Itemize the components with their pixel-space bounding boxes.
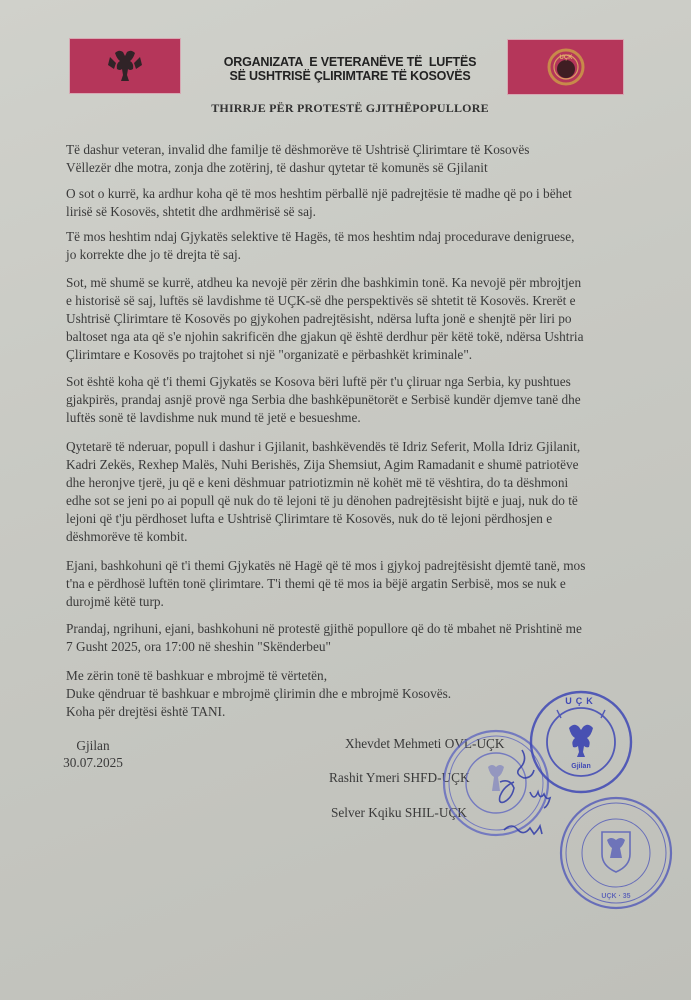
document-title: THIRRJE PËR PROTESTË GJITHËPOPULLORE <box>211 101 489 115</box>
uck-emblem-text: UÇK <box>559 55 573 61</box>
signatory-1: Xhevdet Mehmeti OVL-UÇK <box>345 736 505 751</box>
text-line: dhe heronjve tjerë, ju që e keni dëshmuar patriotizmin në kohët më të vështira, do ta dëshmoni <box>66 475 569 490</box>
paragraph-7 <box>66 620 646 656</box>
text-line: gjakpirës, prandaj asnjë provë nga Serbia dhe bashkëpunëtorët e Serbisë kundër djemve tanë dhe <box>66 392 581 407</box>
text-line: Koha për drejtësi është TANI. <box>66 704 226 719</box>
paragraph-6 <box>66 557 646 611</box>
text-line: Ushtrisë Çlirimtare të Kosovës po gjykohen padrejtësisht, ndërsa lufta jonë e shenjtë për liri po <box>66 311 572 326</box>
text-line: baltoset nga ata që s'e njohin sakrificën dhe gjakun që është derdhur për këtë tokë, ndërsa Ushtria <box>66 329 584 344</box>
text-line: Të dashur veteran, invalid dhe familje të dëshmorëve të Ushtrisë Çlirimtare të Kosovës <box>66 142 530 157</box>
text-line: lejoni që t'ju përdhoset lufta e Ushtrisë Çlirimtare të Kosovës, nuk do të lejoni përdhosjen e <box>66 511 553 526</box>
text-line: e historisë së saj, luftës së lavdishme të UÇK-së dhe perspektivës së shtetit të Kosovës. Krerët e <box>66 293 576 308</box>
text-line: Vëllezër dhe motra, zonja dhe zotërinj, të dashur qytetar të komunës së Gjilanit <box>66 160 488 175</box>
text-line: Sot, më shumë se kurrë, atdheu ka nevojë për zërin dhe bashkimin tonë. Ka nevojë për mbrojtjen <box>66 275 582 290</box>
stamp-gjilan-text: Gjilan <box>571 763 591 770</box>
organization-title <box>170 55 530 83</box>
handwritten-signatures <box>460 740 580 860</box>
date: 30.07.2025 <box>63 755 123 770</box>
text-line: luftës sonë të lavdishme nuk mund të jetë e besueshme. <box>66 410 361 425</box>
signatory-2: Rashit Ymeri SHFD-UÇK <box>329 770 470 785</box>
text-line: Prandaj, ngrihuni, ejani, bashkohuni në protestë gjithë popullore që do të mbahet në Prishtinë me <box>66 621 582 636</box>
paragraph-2 <box>66 228 646 264</box>
eagle-icon <box>607 838 625 858</box>
text-line: Sot është koha që t'i themi Gjykatës se Kosova bëri luftë për t'u çliruar nga Serbia, ky pushtues <box>66 374 571 389</box>
text-line: Ejani, bashkohuni që t'i themi Gjykatës në Hagë që të mos i gjykoj padrejtësisht djemtë tanë, mos <box>66 558 586 573</box>
place: Gjilan <box>76 738 110 753</box>
text-line: Me zërin tonë të bashkuar e mbrojmë të vërtetën, <box>66 668 328 683</box>
text-line: Duke qëndruar të bashkuar e mbrojmë çlirimin dhe e mbrojmë Kosovës. <box>66 686 452 701</box>
text-line: dëshmorëve të kombit. <box>66 529 188 544</box>
text-line: jo korrekte dhe jo të drejta të saj. <box>66 247 242 262</box>
greeting-paragraph <box>66 141 646 177</box>
text-line: t'na e përdhosë luftën tonë çlirimtare. T'i themi që të mos ia bëjë argatin Serbisë, mos se nuk e <box>66 576 566 591</box>
stamp-3-text: UÇK · 35 <box>601 893 631 900</box>
text-line: lirisë së Kosovës, shtetit dhe ardhmërisë së saj. <box>66 204 316 219</box>
text-line: durojmë këtë turp. <box>66 594 164 609</box>
paragraph-3 <box>66 274 646 364</box>
text-line: Të mos heshtim ndaj Gjykatës selektive të Hagës, të mos heshtim ndaj procedurave denigruese, <box>66 229 575 244</box>
signatory-3: Selver Kqiku SHIL-UÇK <box>331 805 467 820</box>
double-headed-eagle-icon <box>70 39 180 93</box>
organization-title-line1: ORGANIZATA E VETERANËVE TË LUFTËS <box>223 55 477 69</box>
text-line: 7 Gusht 2025, ora 17:00 në sheshin "Skënderbeu" <box>66 639 331 654</box>
text-line: Kadri Zekës, Rexhep Malës, Nuhi Berishës, Zija Shemsiut, Agim Ramadanit e shumë patriotëve <box>66 457 579 472</box>
paragraph-1 <box>66 185 646 221</box>
organization-title-line2: SË USHTRISË ÇLIRIMTARE TË KOSOVËS <box>229 69 471 83</box>
place-date-block <box>62 737 124 771</box>
text-line: O sot o kurrë, ka ardhur koha që të mos heshtim përballë një padrejtësie të madhe që po i bëhet <box>66 186 572 201</box>
albanian-flag <box>70 39 180 93</box>
stamp-text: UÇK <box>565 696 597 706</box>
paragraph-5 <box>66 438 646 546</box>
text-line: Çlirimtare e Kosovës po trajtohet si një "organizatë e përbashkët kriminale". <box>66 347 473 362</box>
paragraph-4 <box>66 373 646 427</box>
text-line: Qytetarë të nderuar, popull i dashur i Gjilanit, bashkëvendës të Idriz Seferit, Molla Idriz Gjilanit, <box>66 439 581 454</box>
text-line: edhe sot se jeni po ai popull që nuk do të lejoni të ju dënohen padrejtësisht bijtë e juaj, nuk do të <box>66 493 578 508</box>
